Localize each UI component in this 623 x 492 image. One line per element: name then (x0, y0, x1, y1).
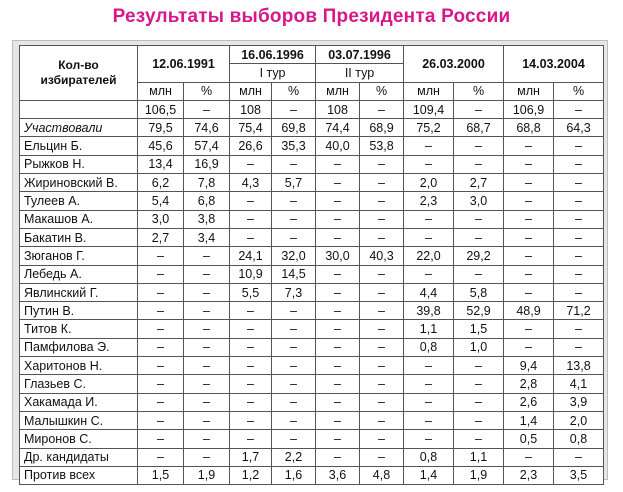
value-cell: – (230, 430, 272, 448)
value-cell: – (504, 210, 554, 228)
value-cell: 2,7 (454, 174, 504, 192)
value-cell: 39,8 (404, 302, 454, 320)
candidate-name: Тулеев А. (20, 192, 138, 210)
value-cell: – (360, 320, 404, 338)
value-cell: 1,5 (138, 466, 184, 484)
value-cell: – (316, 357, 360, 375)
value-cell: – (184, 302, 230, 320)
voters-value-cell: 108 (230, 100, 272, 118)
table-row (20, 137, 604, 155)
value-cell: 1,1 (454, 448, 504, 466)
candidate-name: Против всех (20, 466, 138, 484)
value-cell: – (554, 155, 604, 173)
value-cell: 4,8 (360, 466, 404, 484)
value-cell: 75,2 (404, 119, 454, 137)
value-cell: – (454, 375, 504, 393)
table-row (20, 357, 604, 375)
value-cell: – (454, 137, 504, 155)
value-cell: – (504, 174, 554, 192)
table-row (20, 247, 604, 265)
value-cell: 74,4 (316, 119, 360, 137)
value-cell: 52,9 (454, 302, 504, 320)
value-cell: – (138, 247, 184, 265)
value-cell: – (316, 430, 360, 448)
value-cell: 5,7 (272, 174, 316, 192)
value-cell: 7,3 (272, 283, 316, 301)
value-cell: – (554, 338, 604, 356)
value-cell: – (554, 283, 604, 301)
candidate-name: Ельцин Б. (20, 137, 138, 155)
unit-pct-cell: % (184, 82, 230, 100)
value-cell: – (230, 393, 272, 411)
value-cell: – (554, 137, 604, 155)
candidate-name: Миронов С. (20, 430, 138, 448)
value-cell: – (360, 393, 404, 411)
voters-row-label (20, 100, 138, 118)
table-row (20, 119, 604, 137)
value-cell: – (138, 375, 184, 393)
value-cell: 5,4 (138, 192, 184, 210)
value-cell: – (272, 338, 316, 356)
value-cell: – (554, 174, 604, 192)
unit-pct-cell: % (454, 82, 504, 100)
value-cell: – (360, 302, 404, 320)
value-cell: – (272, 375, 316, 393)
candidate-name: Путин В. (20, 302, 138, 320)
value-cell: – (404, 375, 454, 393)
candidate-name: Бакатин В. (20, 228, 138, 246)
table-frame (12, 40, 608, 483)
unit-mln-cell: млн (504, 82, 554, 100)
value-cell: 0,8 (404, 448, 454, 466)
voters-value-cell: 106,5 (138, 100, 184, 118)
value-cell: – (138, 283, 184, 301)
value-cell: 1,7 (230, 448, 272, 466)
value-cell: – (272, 411, 316, 429)
value-cell: – (454, 210, 504, 228)
value-cell: – (272, 320, 316, 338)
voters-value-cell: – (554, 100, 604, 118)
value-cell: 5,5 (230, 283, 272, 301)
value-cell: – (316, 228, 360, 246)
voters-value-cell: 108 (316, 100, 360, 118)
value-cell: – (554, 192, 604, 210)
table-row (20, 466, 604, 484)
value-cell: – (316, 192, 360, 210)
voters-value-cell: 109,4 (404, 100, 454, 118)
value-cell: 4,4 (404, 283, 454, 301)
value-cell: 57,4 (184, 137, 230, 155)
value-cell: – (504, 320, 554, 338)
candidate-name: Макашов А. (20, 210, 138, 228)
value-cell: – (454, 430, 504, 448)
value-cell: – (272, 210, 316, 228)
value-cell: – (272, 302, 316, 320)
table-row (20, 155, 604, 173)
election-results-table (19, 45, 604, 485)
value-cell: – (138, 411, 184, 429)
unit-mln-cell: млн (316, 82, 360, 100)
value-cell: 35,3 (272, 137, 316, 155)
value-cell: – (454, 411, 504, 429)
value-cell: – (404, 265, 454, 283)
value-cell: – (404, 228, 454, 246)
candidate-name: Зюганов Г. (20, 247, 138, 265)
table-row (20, 192, 604, 210)
value-cell: 1,0 (454, 338, 504, 356)
value-cell: – (404, 430, 454, 448)
unit-pct-cell: % (272, 82, 316, 100)
value-cell: – (554, 448, 604, 466)
value-cell: – (184, 320, 230, 338)
value-cell: 14,5 (272, 265, 316, 283)
value-cell: – (360, 228, 404, 246)
value-cell: 48,9 (504, 302, 554, 320)
value-cell: 3,6 (316, 466, 360, 484)
value-cell: – (316, 448, 360, 466)
value-cell: 4,3 (230, 174, 272, 192)
value-cell: 1,6 (272, 466, 316, 484)
value-cell: 24,1 (230, 247, 272, 265)
value-cell: 2,0 (554, 411, 604, 429)
date-header-1996-r1: 16.06.1996 (230, 46, 316, 64)
value-cell: – (230, 320, 272, 338)
value-cell: 13,4 (138, 155, 184, 173)
value-cell: – (138, 338, 184, 356)
value-cell: 0,5 (504, 430, 554, 448)
value-cell: – (184, 357, 230, 375)
value-cell: 13,8 (554, 357, 604, 375)
candidate-name: Явлинский Г. (20, 283, 138, 301)
value-cell: – (554, 247, 604, 265)
voters-row (20, 100, 604, 118)
table-row (20, 210, 604, 228)
value-cell: 10,9 (230, 265, 272, 283)
date-header-1996-r2: 03.07.1996 (316, 46, 404, 64)
value-cell: – (360, 155, 404, 173)
value-cell: 2,2 (272, 448, 316, 466)
value-cell: 1,4 (404, 466, 454, 484)
candidate-name: Участвовали (20, 119, 138, 137)
value-cell: 1,5 (454, 320, 504, 338)
value-cell: 30,0 (316, 247, 360, 265)
value-cell: 68,7 (454, 119, 504, 137)
value-cell: – (504, 247, 554, 265)
value-cell: 22,0 (404, 247, 454, 265)
table-row (20, 302, 604, 320)
value-cell: – (454, 155, 504, 173)
value-cell: 69,8 (272, 119, 316, 137)
value-cell: – (138, 393, 184, 411)
value-cell: 16,9 (184, 155, 230, 173)
value-cell: 26,6 (230, 137, 272, 155)
value-cell: 5,8 (454, 283, 504, 301)
value-cell: – (138, 302, 184, 320)
value-cell: – (230, 375, 272, 393)
value-cell: – (404, 137, 454, 155)
table-row (20, 320, 604, 338)
value-cell: – (404, 411, 454, 429)
table-row (20, 265, 604, 283)
value-cell: – (316, 338, 360, 356)
value-cell: – (554, 320, 604, 338)
value-cell: 1,9 (184, 466, 230, 484)
value-cell: – (504, 338, 554, 356)
value-cell: – (504, 137, 554, 155)
value-cell: – (360, 338, 404, 356)
value-cell: 3,0 (454, 192, 504, 210)
value-cell: – (272, 357, 316, 375)
value-cell: – (230, 228, 272, 246)
value-cell: – (554, 228, 604, 246)
table-row (20, 411, 604, 429)
value-cell: – (272, 192, 316, 210)
value-cell: – (184, 283, 230, 301)
value-cell: – (504, 283, 554, 301)
candidate-name: Малышкин С. (20, 411, 138, 429)
value-cell: – (184, 448, 230, 466)
value-cell: – (360, 411, 404, 429)
value-cell: – (404, 210, 454, 228)
value-cell: 9,4 (504, 357, 554, 375)
value-cell: 3,9 (554, 393, 604, 411)
table-row (20, 375, 604, 393)
value-cell: 71,2 (554, 302, 604, 320)
value-cell: 4,1 (554, 375, 604, 393)
voters-value-cell: 106,9 (504, 100, 554, 118)
value-cell: – (184, 411, 230, 429)
value-cell: 79,5 (138, 119, 184, 137)
value-cell: 29,2 (454, 247, 504, 265)
date-header-2000: 26.03.2000 (404, 46, 504, 83)
value-cell: 2,3 (504, 466, 554, 484)
voters-value-cell: – (184, 100, 230, 118)
value-cell: – (454, 265, 504, 283)
value-cell: – (230, 338, 272, 356)
value-cell: 2,6 (504, 393, 554, 411)
value-cell: – (360, 430, 404, 448)
value-cell: – (230, 155, 272, 173)
value-cell: – (360, 283, 404, 301)
value-cell: 53,8 (360, 137, 404, 155)
value-cell: 1,1 (404, 320, 454, 338)
value-cell: 40,3 (360, 247, 404, 265)
value-cell: – (316, 210, 360, 228)
unit-pct-cell: % (360, 82, 404, 100)
value-cell: – (230, 357, 272, 375)
value-cell: – (360, 192, 404, 210)
value-cell: – (230, 411, 272, 429)
value-cell: – (454, 393, 504, 411)
value-cell: – (184, 375, 230, 393)
value-cell: – (360, 174, 404, 192)
value-cell: 64,3 (554, 119, 604, 137)
value-cell: 3,5 (554, 466, 604, 484)
value-cell: – (360, 448, 404, 466)
table-row (20, 283, 604, 301)
table-row (20, 174, 604, 192)
value-cell: 3,4 (184, 228, 230, 246)
value-cell: – (138, 430, 184, 448)
round-header-2: II тур (316, 64, 404, 82)
value-cell: – (184, 430, 230, 448)
page-title: Результаты выборов Президента России (112, 6, 511, 27)
value-cell: – (138, 320, 184, 338)
value-cell: 7,8 (184, 174, 230, 192)
value-cell: 40,0 (316, 137, 360, 155)
value-cell: – (316, 265, 360, 283)
value-cell: 1,4 (504, 411, 554, 429)
candidate-name: Харитонов Н. (20, 357, 138, 375)
value-cell: – (504, 155, 554, 173)
value-cell: – (272, 430, 316, 448)
value-cell: – (316, 393, 360, 411)
voters-value-cell: – (360, 100, 404, 118)
candidate-name: Глазьев С. (20, 375, 138, 393)
value-cell: – (272, 228, 316, 246)
value-cell: – (316, 302, 360, 320)
value-cell: 6,8 (184, 192, 230, 210)
value-cell: 74,6 (184, 119, 230, 137)
value-cell: – (554, 210, 604, 228)
candidate-name: Рыжков Н. (20, 155, 138, 173)
value-cell: 68,9 (360, 119, 404, 137)
value-cell: – (138, 448, 184, 466)
value-cell: 1,2 (230, 466, 272, 484)
voters-count-header: Кол-во избирателей (20, 46, 138, 101)
voters-value-cell: – (272, 100, 316, 118)
value-cell: – (316, 174, 360, 192)
value-cell: – (272, 155, 316, 173)
value-cell: – (404, 357, 454, 375)
value-cell: – (316, 320, 360, 338)
value-cell: – (184, 338, 230, 356)
value-cell: – (404, 393, 454, 411)
candidate-name: Жириновский В. (20, 174, 138, 192)
value-cell: 3,8 (184, 210, 230, 228)
table-row (20, 338, 604, 356)
date-header-1991: 12.06.1991 (138, 46, 230, 83)
value-cell: – (504, 228, 554, 246)
candidate-name: Хакамада И. (20, 393, 138, 411)
value-cell: – (360, 265, 404, 283)
value-cell: – (504, 265, 554, 283)
value-cell: – (184, 265, 230, 283)
candidate-name: Др. кандидаты (20, 448, 138, 466)
value-cell: – (230, 210, 272, 228)
value-cell: – (504, 192, 554, 210)
value-cell: 75,4 (230, 119, 272, 137)
value-cell: – (360, 357, 404, 375)
value-cell: – (504, 448, 554, 466)
value-cell: – (554, 265, 604, 283)
value-cell: – (230, 192, 272, 210)
table-row (20, 430, 604, 448)
value-cell: 68,8 (504, 119, 554, 137)
value-cell: 6,2 (138, 174, 184, 192)
date-header-2004: 14.03.2004 (504, 46, 604, 83)
value-cell: 2,7 (138, 228, 184, 246)
value-cell: – (454, 228, 504, 246)
value-cell: 2,8 (504, 375, 554, 393)
value-cell: – (454, 357, 504, 375)
value-cell: – (316, 411, 360, 429)
unit-mln-cell: млн (230, 82, 272, 100)
value-cell: 45,6 (138, 137, 184, 155)
round-header-1: I тур (230, 64, 316, 82)
table-row (20, 228, 604, 246)
unit-mln-cell: млн (404, 82, 454, 100)
voters-value-cell: – (454, 100, 504, 118)
table-row (20, 393, 604, 411)
candidate-name: Лебедь А. (20, 265, 138, 283)
value-cell: – (316, 155, 360, 173)
value-cell: – (138, 357, 184, 375)
unit-mln-cell: млн (138, 82, 184, 100)
value-cell: 0,8 (554, 430, 604, 448)
value-cell: 1,9 (454, 466, 504, 484)
value-cell: – (138, 265, 184, 283)
table-row (20, 448, 604, 466)
value-cell: 3,0 (138, 210, 184, 228)
value-cell: – (404, 155, 454, 173)
candidate-name: Титов К. (20, 320, 138, 338)
value-cell: – (272, 393, 316, 411)
value-cell: 0,8 (404, 338, 454, 356)
value-cell: 32,0 (272, 247, 316, 265)
value-cell: – (360, 375, 404, 393)
candidate-name: Памфилова Э. (20, 338, 138, 356)
value-cell: 2,0 (404, 174, 454, 192)
value-cell: – (230, 302, 272, 320)
value-cell: – (316, 283, 360, 301)
value-cell: – (316, 375, 360, 393)
value-cell: – (184, 393, 230, 411)
value-cell: – (360, 210, 404, 228)
unit-pct-cell: % (554, 82, 604, 100)
value-cell: 2,3 (404, 192, 454, 210)
value-cell: – (184, 247, 230, 265)
